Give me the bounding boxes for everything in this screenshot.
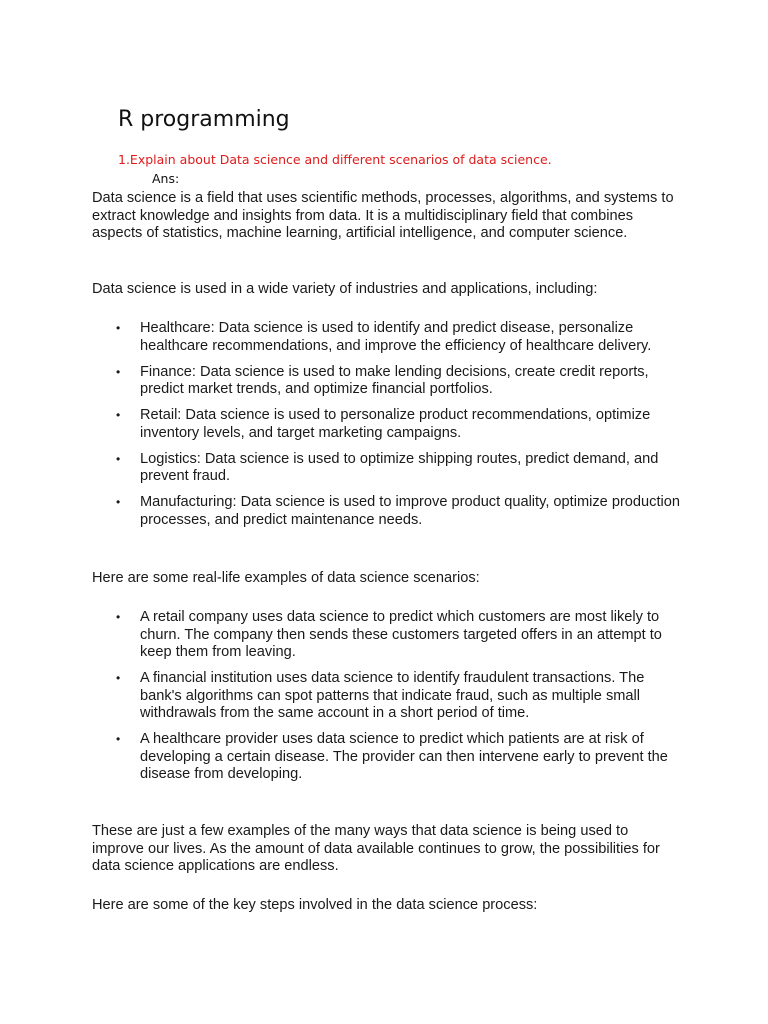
- answer-label: Ans:: [152, 171, 180, 186]
- list-item-text: A retail company uses data science to predict which customers are most likely to churn. The company then sends these customers targeted offers in an attempt to keep them from leaving.: [140, 609, 662, 660]
- list-item-text: A financial institution uses data science to identify fraudulent transactions. The bank's algorithms can spot patterns that indicate fraud, such as multiple small withdrawals from the same account in a short period of time.: [140, 670, 645, 721]
- list-item-financial-example: [92, 670, 680, 723]
- list-item-finance: [92, 364, 680, 399]
- list-item-retail: [92, 407, 680, 442]
- bullet-icon: •: [116, 610, 121, 624]
- bullet-icon: •: [116, 364, 121, 379]
- list-item-retail-example: [92, 609, 680, 662]
- question-heading: 1.Explain about Data science and different scenarios of data science.: [118, 152, 552, 167]
- industries-intro-paragraph: Data science is used in a wide variety of industries and applications, including:: [92, 281, 598, 297]
- bullet-icon: •: [116, 408, 121, 422]
- steps-intro-paragraph: Here are some of the key steps involved in the data science process:: [92, 897, 538, 913]
- list-item-text: Logistics: Data science is used to optimize shipping routes, predict demand, and prevent fraud.: [140, 450, 659, 484]
- list-item-text: A healthcare provider uses data science to predict which patients are at risk of developing a certain disease. The provider can then intervene early to prevent the disease from developing.: [140, 731, 668, 782]
- document-title: R programming: [118, 107, 290, 132]
- bullet-icon: •: [116, 495, 121, 509]
- examples-list: [92, 609, 692, 792]
- list-item-text: Manufacturing: Data science is used to improve product quality, optimize production processes, and predict maintenance needs.: [140, 494, 680, 528]
- examples-intro-paragraph: Here are some real-life examples of data science scenarios:: [92, 570, 480, 586]
- industries-list: [92, 320, 692, 538]
- list-item-text: Finance: Data science is used to make lending decisions, create credit reports, predict market trends, and optimize financial portfolios.: [140, 363, 649, 397]
- bullet-icon: •: [116, 451, 121, 466]
- bullet-icon: •: [116, 732, 121, 746]
- bullet-icon: •: [116, 321, 121, 335]
- list-item-text: Healthcare: Data science is used to identify and predict disease, personalize healthcare recommendations, and improve the efficiency of healthcare delivery.: [140, 320, 652, 354]
- list-item-healthcare: [92, 320, 680, 355]
- list-item-logistics: [92, 451, 680, 486]
- conclusion-paragraph: These are just a few examples of the many ways that data science is being used to improve our lives. As the amount of data available continues to grow, the possibilities for data science applications are endless.: [92, 823, 660, 874]
- list-item-manufacturing: [92, 494, 680, 529]
- list-item-healthcare-example: [92, 731, 680, 784]
- list-item-text: Retail: Data science is used to personalize product recommendations, optimize inventory levels, and target marketing campaigns.: [140, 407, 651, 441]
- bullet-icon: •: [116, 671, 121, 685]
- intro-paragraph: Data science is a field that uses scientific methods, processes, algorithms, and systems to extract knowledge and insights from data. It is a multidisciplinary field that combines aspects of statistics, machine learning, artificial intelligence, and computer science.: [92, 190, 674, 241]
